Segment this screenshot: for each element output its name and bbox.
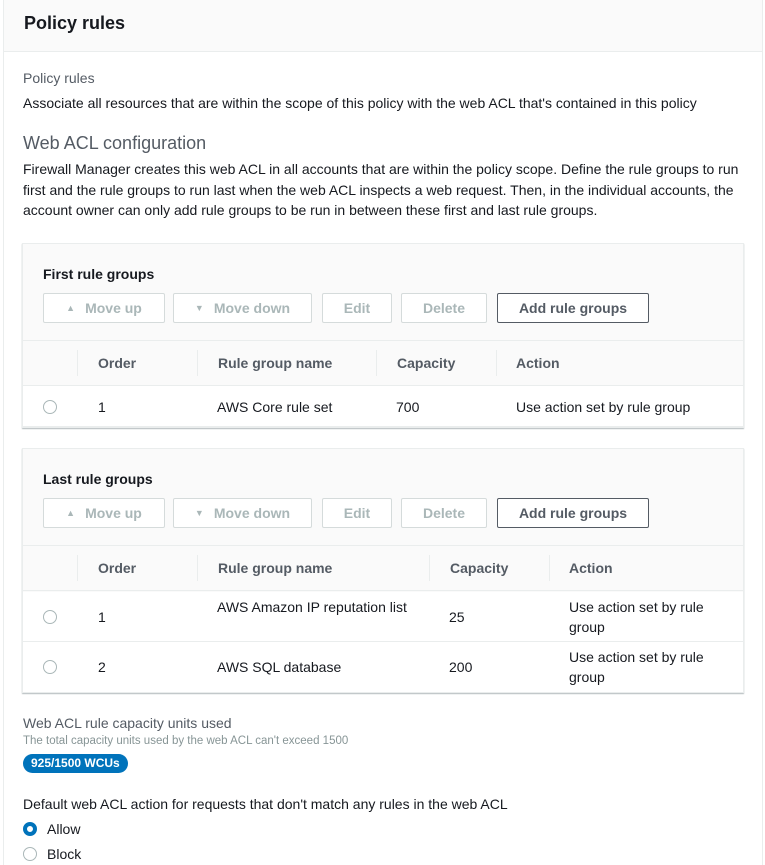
column-divider: [549, 555, 550, 581]
last-add-rule-groups-button[interactable]: Add rule groups: [497, 498, 649, 528]
row-capacity: 700: [396, 399, 420, 415]
row-name: AWS Core rule set: [217, 399, 333, 415]
first-edit-button[interactable]: Edit: [322, 293, 392, 323]
last-move-up-button[interactable]: ▲ Move up: [43, 498, 165, 528]
column-divider: [197, 350, 198, 376]
first-rule-groups-container: [22, 243, 744, 428]
row-select-radio[interactable]: [43, 400, 57, 414]
first-move-down-button[interactable]: ▼ Move down: [173, 293, 312, 323]
column-order[interactable]: Order: [98, 560, 137, 576]
column-capacity[interactable]: Capacity: [450, 560, 509, 576]
row-capacity: 200: [449, 659, 473, 675]
panel-title: Policy rules: [24, 13, 126, 33]
column-action[interactable]: Action: [569, 560, 613, 576]
column-divider: [429, 555, 430, 581]
policy-rules-label: Policy rules: [23, 70, 95, 86]
row-select-radio[interactable]: [43, 660, 57, 674]
column-divider: [77, 555, 78, 581]
column-action[interactable]: Action: [516, 355, 560, 371]
first-move-up-button[interactable]: ▲ Move up: [43, 293, 165, 323]
row-name: AWS SQL database: [217, 659, 342, 675]
capacity-units-hint: The total capacity units used by the web ACL can't exceed 1500: [23, 735, 349, 747]
triangle-up-icon: ▲: [66, 508, 76, 518]
row-order: 1: [98, 399, 106, 415]
column-divider: [77, 350, 78, 376]
default-action-label: Default web ACL action for requests that don't match any rules in the web ACL: [23, 796, 508, 812]
triangle-up-icon: ▲: [66, 303, 76, 313]
triangle-down-icon: ▼: [194, 508, 204, 518]
row-action: Use action set by rule group: [569, 649, 704, 685]
table-row[interactable]: [23, 386, 743, 427]
row-action: Use action set by rule group: [516, 399, 691, 415]
column-rule-group-name[interactable]: Rule group name: [218, 560, 333, 576]
capacity-units-badge: 925/1500 WCUs: [23, 754, 128, 773]
triangle-down-icon: ▼: [194, 303, 204, 313]
row-select-radio[interactable]: [43, 610, 57, 624]
first-table-header: [23, 340, 743, 386]
last-table-header: [23, 545, 743, 591]
row-action: Use action set by rule group: [569, 599, 704, 635]
allow-option-label[interactable]: Allow: [47, 821, 81, 837]
panel-header: [4, 0, 762, 52]
block-option-label[interactable]: Block: [47, 846, 82, 862]
web-acl-heading: Web ACL configuration: [23, 133, 207, 153]
row-order: 1: [98, 609, 106, 625]
row-capacity: 25: [449, 609, 465, 625]
last-delete-button[interactable]: Delete: [401, 498, 487, 528]
policy-rules-description: Associate all resources that are within the scope of this policy with the web ACL that's contained in this policy: [23, 95, 697, 111]
last-rule-groups-container: [22, 448, 744, 693]
block-radio[interactable]: [23, 847, 37, 861]
column-divider: [376, 350, 377, 376]
row-name: AWS Amazon IP reputation list: [217, 599, 407, 615]
table-row[interactable]: [23, 592, 743, 642]
column-divider: [496, 350, 497, 376]
web-acl-description: Firewall Manager creates this web ACL in all accounts that are within the policy scope. Define the rule groups to run first and the rule groups to run last when the web ACL inspects a web request. Then, in the individual accounts, the account owner can only add rule groups to be run in between these first and last rule groups.: [23, 161, 739, 218]
first-delete-button[interactable]: Delete: [401, 293, 487, 323]
column-capacity[interactable]: Capacity: [397, 355, 456, 371]
first-rule-groups-title: First rule groups: [43, 266, 155, 282]
last-rule-groups-title: Last rule groups: [43, 471, 153, 487]
column-divider: [197, 555, 198, 581]
column-rule-group-name[interactable]: Rule group name: [218, 355, 333, 371]
column-order[interactable]: Order: [98, 355, 137, 371]
capacity-units-label: Web ACL rule capacity units used: [23, 715, 232, 731]
allow-radio[interactable]: [23, 822, 37, 836]
row-order: 2: [98, 659, 106, 675]
table-row[interactable]: [23, 642, 743, 692]
last-move-down-button[interactable]: ▼ Move down: [173, 498, 312, 528]
first-add-rule-groups-button[interactable]: Add rule groups: [497, 293, 649, 323]
last-edit-button[interactable]: Edit: [322, 498, 392, 528]
